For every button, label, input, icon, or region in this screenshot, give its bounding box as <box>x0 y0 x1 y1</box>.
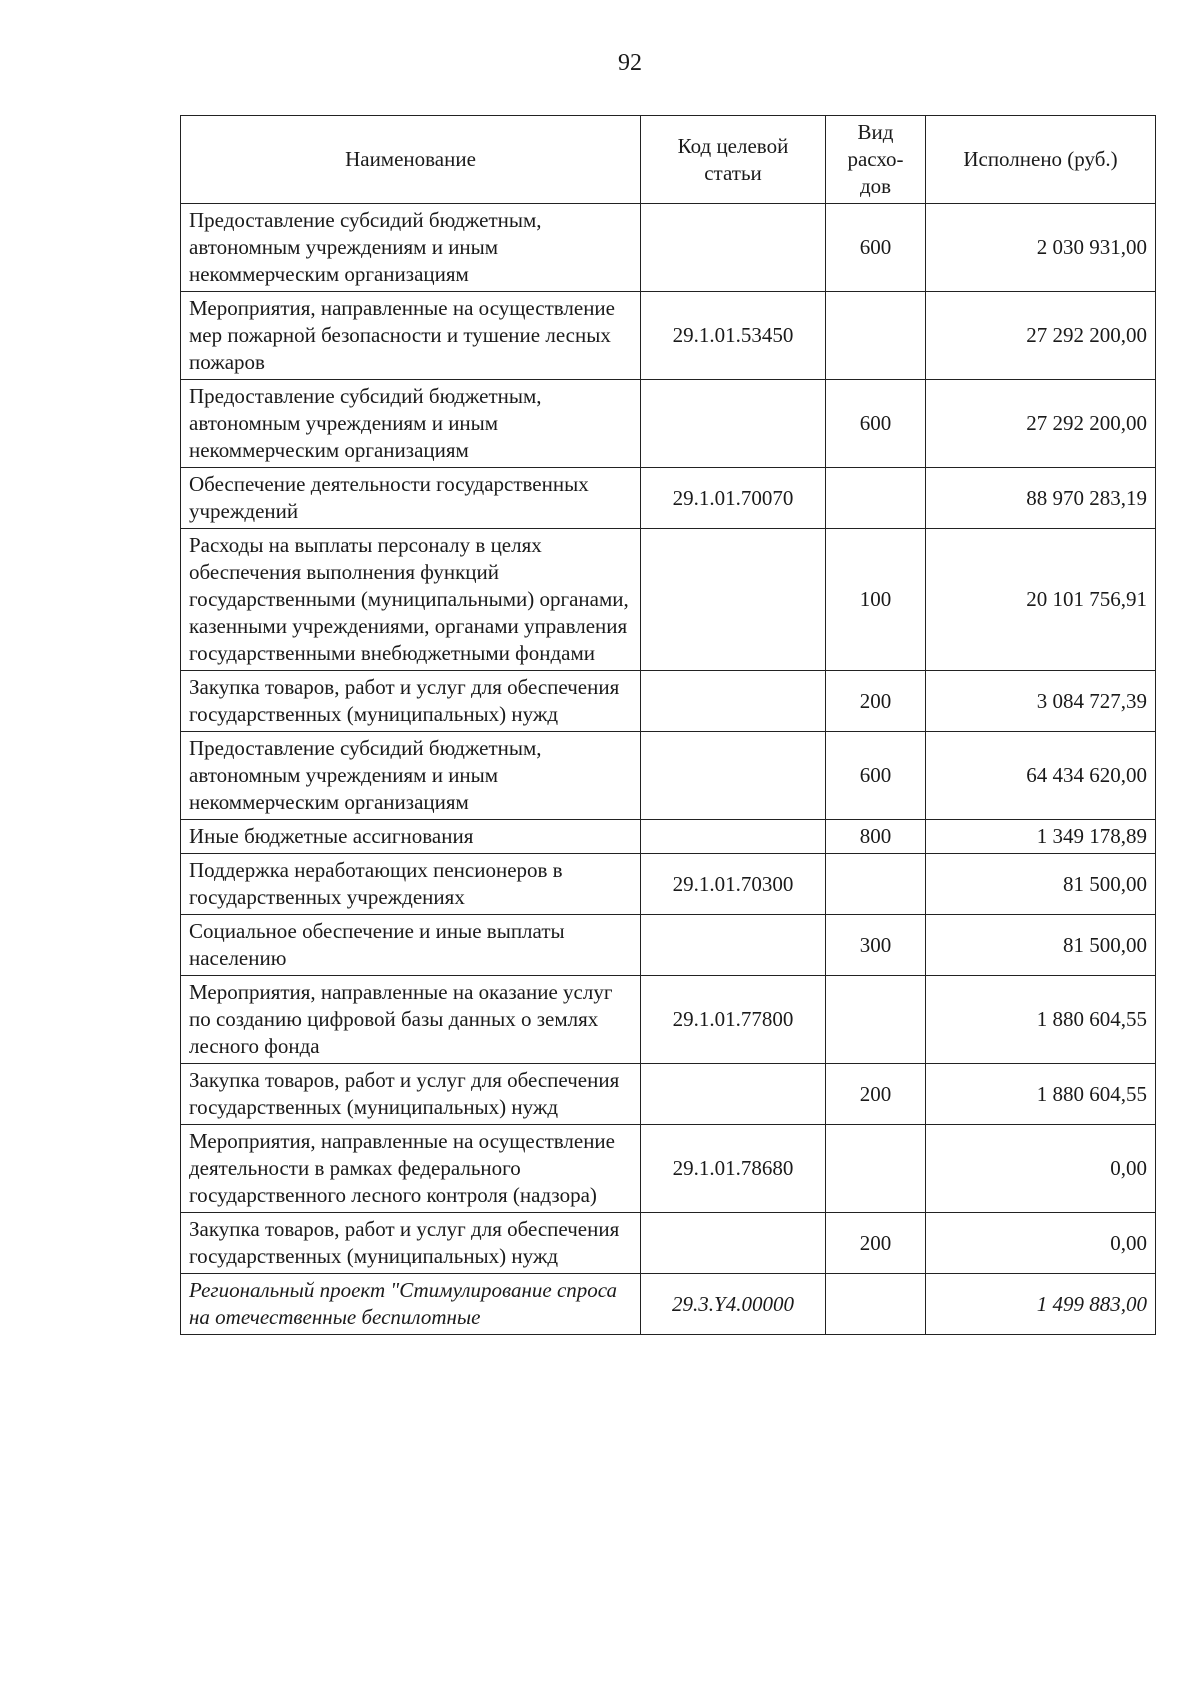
cell-code <box>641 671 826 732</box>
header-amount: Исполнено (руб.) <box>926 116 1156 204</box>
cell-name: Обеспечение деятельности государственных учреждений <box>181 468 641 529</box>
cell-name: Предоставление субсидий бюджетным, автономным учреждениям и иным некоммерческим организациям <box>181 380 641 468</box>
cell-kind <box>826 976 926 1064</box>
header-kind: Вид расхо-дов <box>826 116 926 204</box>
cell-kind: 800 <box>826 820 926 854</box>
table-row <box>181 854 1156 915</box>
header-code: Код целевой статьи <box>641 116 826 204</box>
cell-code <box>641 1213 826 1274</box>
cell-kind: 200 <box>826 671 926 732</box>
table-row <box>181 1213 1156 1274</box>
cell-code <box>641 820 826 854</box>
cell-kind <box>826 1274 926 1335</box>
cell-amount: 1 349 178,89 <box>926 820 1156 854</box>
cell-amount: 88 970 283,19 <box>926 468 1156 529</box>
cell-amount: 3 084 727,39 <box>926 671 1156 732</box>
cell-kind <box>826 854 926 915</box>
cell-amount: 0,00 <box>926 1125 1156 1213</box>
budget-table <box>180 115 1156 1335</box>
cell-code <box>641 204 826 292</box>
cell-code: 29.1.01.70070 <box>641 468 826 529</box>
cell-code: 29.1.01.70300 <box>641 854 826 915</box>
cell-name: Предоставление субсидий бюджетным, автономным учреждениям и иным некоммерческим организациям <box>181 204 641 292</box>
cell-code: 29.1.01.53450 <box>641 292 826 380</box>
table-row <box>181 204 1156 292</box>
cell-code <box>641 529 826 671</box>
table-row <box>181 1064 1156 1125</box>
table-row <box>181 1125 1156 1213</box>
cell-name: Закупка товаров, работ и услуг для обеспечения государственных (муниципальных) нужд <box>181 671 641 732</box>
cell-name: Иные бюджетные ассигнования <box>181 820 641 854</box>
cell-amount: 1 880 604,55 <box>926 976 1156 1064</box>
cell-amount: 27 292 200,00 <box>926 292 1156 380</box>
table-row <box>181 1274 1156 1335</box>
cell-amount: 2 030 931,00 <box>926 204 1156 292</box>
cell-code <box>641 915 826 976</box>
cell-amount: 0,00 <box>926 1213 1156 1274</box>
table-row <box>181 380 1156 468</box>
cell-name: Закупка товаров, работ и услуг для обеспечения государственных (муниципальных) нужд <box>181 1064 641 1125</box>
cell-amount: 81 500,00 <box>926 915 1156 976</box>
cell-kind: 200 <box>826 1213 926 1274</box>
table-row <box>181 468 1156 529</box>
cell-amount: 1 499 883,00 <box>926 1274 1156 1335</box>
cell-kind <box>826 468 926 529</box>
table-header-row <box>181 116 1156 204</box>
cell-amount: 1 880 604,55 <box>926 1064 1156 1125</box>
cell-kind: 100 <box>826 529 926 671</box>
cell-amount: 27 292 200,00 <box>926 380 1156 468</box>
cell-amount: 64 434 620,00 <box>926 732 1156 820</box>
table-row <box>181 671 1156 732</box>
cell-name: Мероприятия, направленные на оказание услуг по созданию цифровой базы данных о землях лесного фонда <box>181 976 641 1064</box>
cell-code: 29.3.Y4.00000 <box>641 1274 826 1335</box>
header-name: Наименование <box>181 116 641 204</box>
cell-amount: 81 500,00 <box>926 854 1156 915</box>
cell-name: Мероприятия, направленные на осуществление мер пожарной безопасности и тушение лесных пожаров <box>181 292 641 380</box>
cell-name: Поддержка неработающих пенсионеров в государственных учреждениях <box>181 854 641 915</box>
cell-code <box>641 732 826 820</box>
cell-code <box>641 380 826 468</box>
page-number: 92 <box>618 50 642 76</box>
cell-kind: 600 <box>826 732 926 820</box>
table-row <box>181 529 1156 671</box>
cell-kind: 600 <box>826 380 926 468</box>
cell-code <box>641 1064 826 1125</box>
cell-kind <box>826 1125 926 1213</box>
cell-kind: 300 <box>826 915 926 976</box>
table-row <box>181 915 1156 976</box>
table-row <box>181 820 1156 854</box>
cell-code: 29.1.01.78680 <box>641 1125 826 1213</box>
table-row <box>181 292 1156 380</box>
cell-kind <box>826 292 926 380</box>
cell-kind: 600 <box>826 204 926 292</box>
cell-name: Региональный проект "Стимулирование спроса на отечественные беспилотные <box>181 1274 641 1335</box>
table-row <box>181 732 1156 820</box>
cell-amount: 20 101 756,91 <box>926 529 1156 671</box>
cell-name: Социальное обеспечение и иные выплаты населению <box>181 915 641 976</box>
table-row <box>181 976 1156 1064</box>
cell-name: Предоставление субсидий бюджетным, автономным учреждениям и иным некоммерческим организациям <box>181 732 641 820</box>
cell-code: 29.1.01.77800 <box>641 976 826 1064</box>
cell-name: Закупка товаров, работ и услуг для обеспечения государственных (муниципальных) нужд <box>181 1213 641 1274</box>
cell-name: Расходы на выплаты персоналу в целях обеспечения выполнения функций государственными (муниципальными) органами, казенными учреждениями, органами управления государственными внебюджетными фондами <box>181 529 641 671</box>
cell-kind: 200 <box>826 1064 926 1125</box>
cell-name: Мероприятия, направленные на осуществление деятельности в рамках федерального государственного лесного контроля (надзора) <box>181 1125 641 1213</box>
